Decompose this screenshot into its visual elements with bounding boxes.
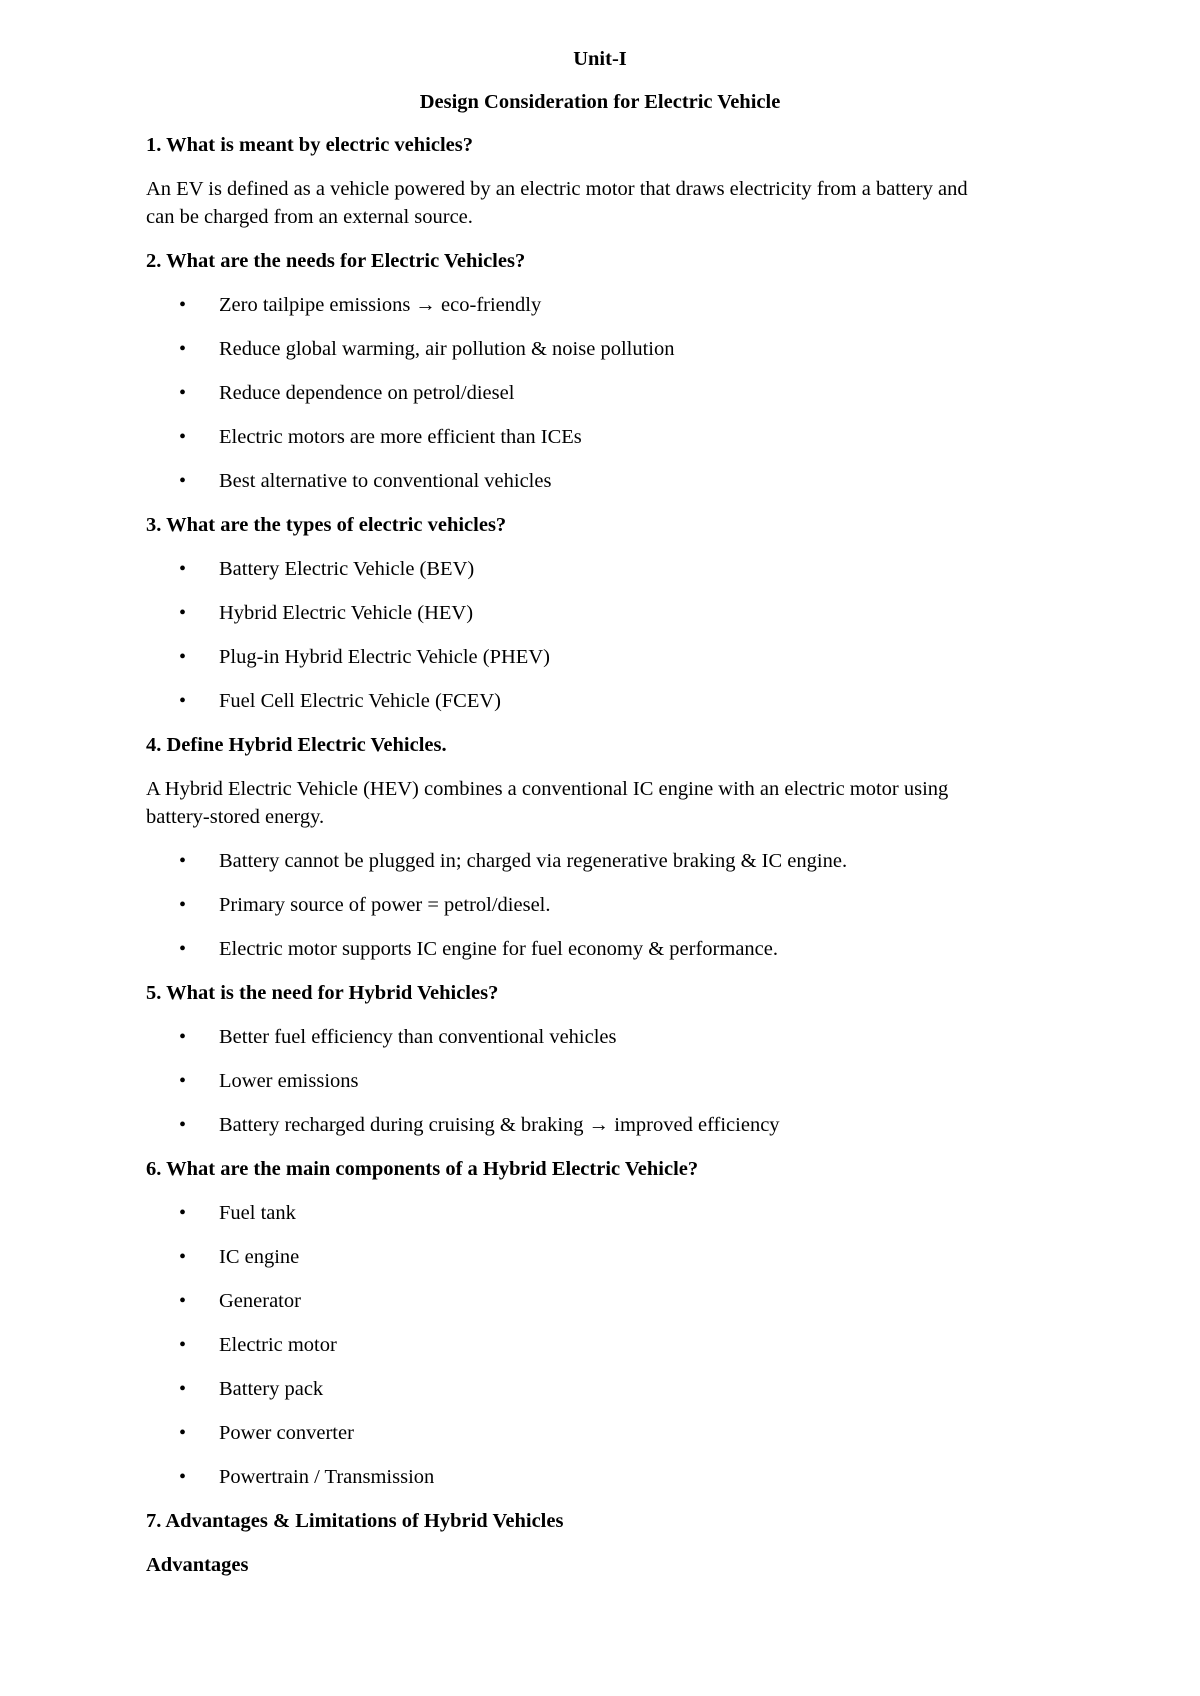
list-item-text: Fuel Cell Electric Vehicle (FCEV) (219, 690, 501, 712)
question-3-heading: 3. What are the types of electric vehicles? (146, 514, 507, 536)
bullet-icon: • (179, 690, 187, 712)
question-1-answer-line-2: can be charged from an external source. (146, 206, 473, 228)
bullet-icon: • (179, 470, 187, 492)
bullet-icon: • (179, 338, 187, 360)
list-item-text: Lower emissions (219, 1070, 359, 1092)
list-item-text: Electric motors are more efficient than ICEs (219, 426, 582, 448)
list-item-text: Fuel tank (219, 1202, 296, 1224)
list-item-text: Electric motor supports IC engine for fuel economy & performance. (219, 938, 779, 960)
question-2-heading: 2. What are the needs for Electric Vehicles? (146, 250, 526, 272)
list-item-text: Battery pack (219, 1378, 324, 1400)
bullet-icon: • (179, 1466, 187, 1488)
bullet-icon: • (179, 938, 187, 960)
bullet-icon: • (179, 426, 187, 448)
bullet-icon: • (179, 1202, 187, 1224)
list-item-text: Best alternative to conventional vehicles (219, 470, 552, 492)
bullet-icon: • (179, 1246, 187, 1268)
list-item-text: Primary source of power = petrol/diesel. (219, 894, 551, 916)
list-item-text: Zero tailpipe emissions → eco-friendly (219, 294, 542, 316)
list-item-text: Battery cannot be plugged in; charged via regenerative braking & IC engine. (219, 850, 848, 872)
list-item-text: Battery Electric Vehicle (BEV) (219, 558, 475, 580)
bullet-icon: • (179, 646, 187, 668)
list-item-text: IC engine (219, 1246, 300, 1268)
question-6-heading: 6. What are the main components of a Hybrid Electric Vehicle? (146, 1158, 699, 1180)
list-item-text: Plug-in Hybrid Electric Vehicle (PHEV) (219, 646, 550, 668)
question-1-answer-line-1: An EV is defined as a vehicle powered by an electric motor that draws electricity from a battery and (146, 178, 968, 200)
bullet-icon: • (179, 382, 187, 404)
list-item-text: Better fuel efficiency than conventional vehicles (219, 1026, 617, 1048)
bullet-icon: • (179, 1070, 187, 1092)
question-4-answer-line-2: battery-stored energy. (146, 806, 325, 828)
question-4-answer-line-1: A Hybrid Electric Vehicle (HEV) combines a conventional IC engine with an electric motor using (146, 778, 949, 800)
bullet-icon: • (179, 1114, 187, 1136)
list-item-text: Generator (219, 1290, 301, 1312)
bullet-icon: • (179, 1334, 187, 1356)
bullet-icon: • (179, 1422, 187, 1444)
bullet-icon: • (179, 1290, 187, 1312)
bullet-icon: • (179, 294, 187, 316)
list-item-text: Electric motor (219, 1334, 337, 1356)
advantages-subheading: Advantages (146, 1554, 249, 1576)
list-item-text: Reduce global warming, air pollution & noise pollution (219, 338, 675, 360)
bullet-icon: • (179, 894, 187, 916)
list-item-text: Reduce dependence on petrol/diesel (219, 382, 515, 404)
question-5-heading: 5. What is the need for Hybrid Vehicles? (146, 982, 499, 1004)
list-item-text: Hybrid Electric Vehicle (HEV) (219, 602, 474, 624)
question-1-heading: 1. What is meant by electric vehicles? (146, 134, 473, 156)
unit-label: Unit-I (573, 48, 627, 70)
bullet-icon: • (179, 1026, 187, 1048)
bullet-icon: • (179, 850, 187, 872)
question-4-heading: 4. Define Hybrid Electric Vehicles. (146, 734, 447, 756)
list-item-text: Battery recharged during cruising & braking → improved efficiency (219, 1114, 780, 1136)
bullet-icon: • (179, 558, 187, 580)
bullet-icon: • (179, 1378, 187, 1400)
question-7-heading: 7. Advantages & Limitations of Hybrid Vehicles (146, 1510, 564, 1532)
list-item-text: Powertrain / Transmission (219, 1466, 435, 1488)
bullet-icon: • (179, 602, 187, 624)
list-item-text: Power converter (219, 1422, 354, 1444)
page-title: Design Consideration for Electric Vehicle (419, 91, 781, 113)
